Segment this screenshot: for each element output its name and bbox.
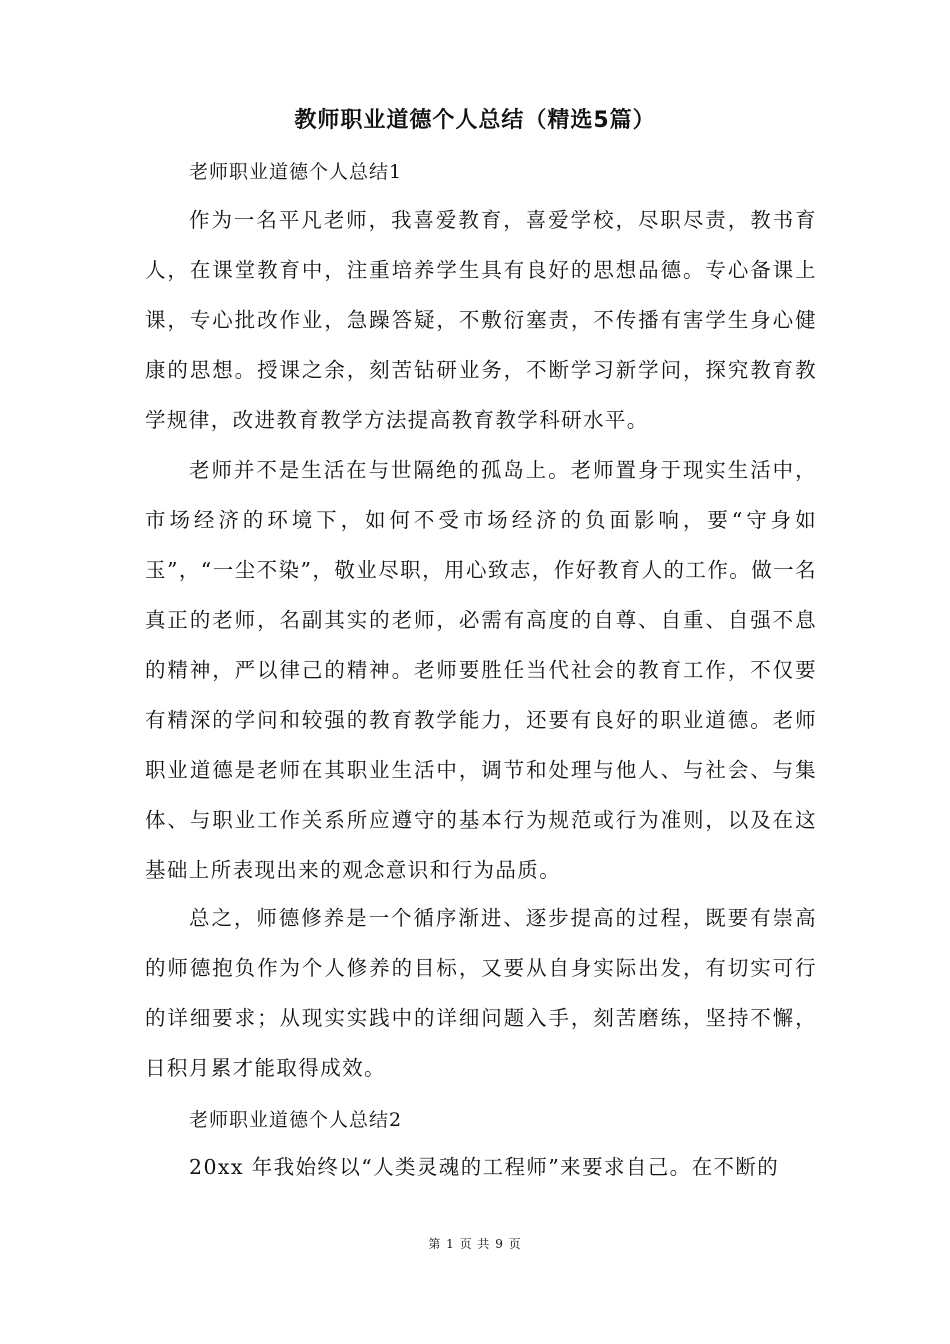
body-paragraph: 总之，师德修养是一个循序渐进、逐步提高的过程，既要有崇高的师德抱负作为个人修养的目标，又要从自身实际出发，有切实可行的详细要求；从现实实践中的详细问题入手，刻苦磨练，坚持不懈，日积月累才能取得成效。 (145, 906, 817, 1080)
body-paragraph: 老师并不是生活在与世隔绝的孤岛上。老师置身于现实生活中，市场经济的环境下，如何不受市场经济的负面影响，要“守身如玉”，“一尘不染”，敬业尽职，用心致志，作好教育人的工作。做一名真正的老师，名副其实的老师，必需有高度的自尊、自重、自强不息的精神，严以律己的精神。老师要胜任当代社会的教育工作，不仅要有精深的学问和较强的教育教学能力，还要有良好的职业道德。老师职业道德是老师在其职业生活中，调节和处理与他人、与社会、与集体、与职业工作关系所应遵守的基本行为规范或行为准则，以及在这基础上所表现出来的观念意识和行为品质。 (145, 458, 817, 882)
page-footer: 第 1 页 共 9 页 (428, 1237, 522, 1251)
document-title: 教师职业道德个人总结（精选5篇） (294, 108, 656, 133)
body-paragraph: 20xx 年我始终以“人类灵魂的工程师”来要求自己。在不断的 (189, 1155, 780, 1179)
section-heading: 老师职业道德个人总结2 (189, 1109, 403, 1131)
section-heading: 老师职业道德个人总结1 (189, 161, 403, 183)
body-paragraph: 作为一名平凡老师，我喜爱教育，喜爱学校，尽职尽责，教书育人，在课堂教育中，注重培养学生具有良好的思想品德。专心备课上课，专心批改作业，急躁答疑，不敷衍塞责，不传播有害学生身心健康的思想。授课之余，刻苦钻研业务，不断学习新学问，探究教育教学规律，改进教育教学方法提高教育教学科研水平。 (145, 208, 817, 432)
